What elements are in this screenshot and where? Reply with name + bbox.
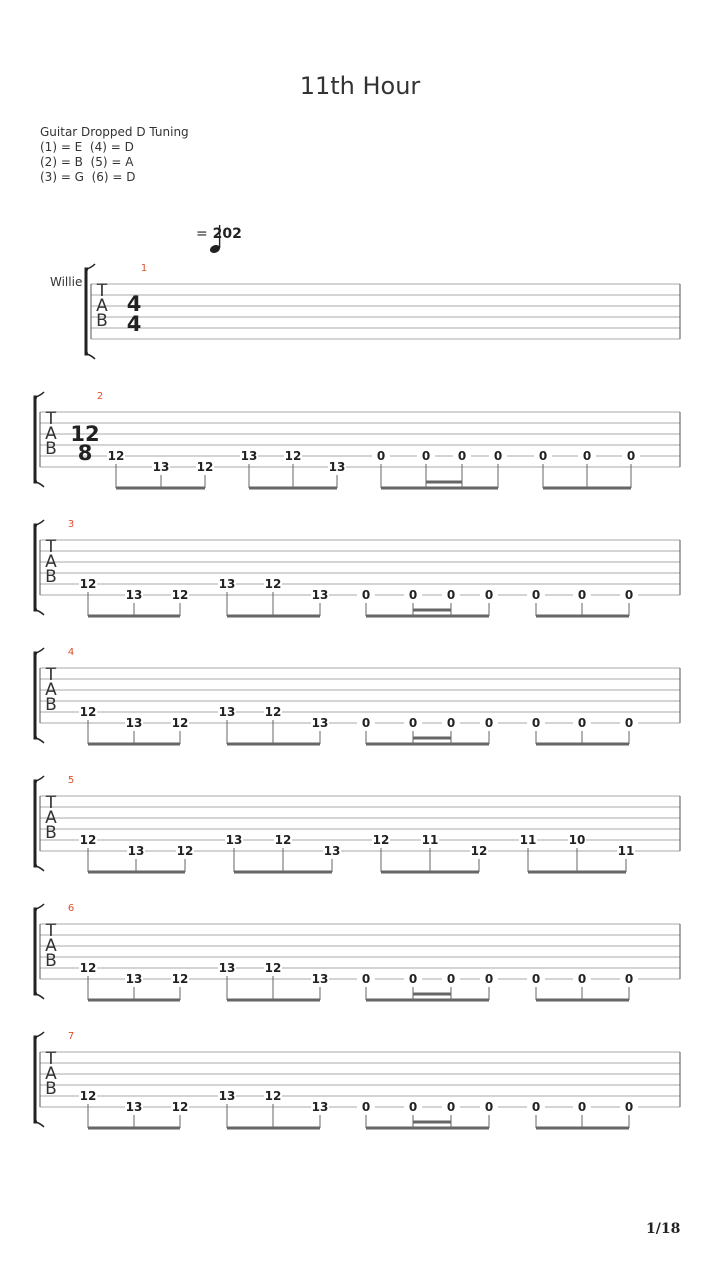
- fret-number: 0: [577, 588, 587, 602]
- tab-clef-letter: A: [45, 1064, 57, 1084]
- tab-clef-letter: B: [96, 311, 108, 331]
- measure-number: 2: [96, 391, 104, 402]
- bracket-hook-bottom: [36, 610, 44, 615]
- fret-number: 12: [176, 844, 194, 858]
- fret-number: 13: [311, 1100, 329, 1114]
- tab-clef-letter: A: [96, 296, 108, 316]
- tab-clef-letter: T: [45, 409, 57, 429]
- time-signature-top: 4: [126, 292, 142, 316]
- fret-number: 13: [323, 844, 341, 858]
- bracket-hook-top: [36, 520, 44, 525]
- tab-clef-letter: T: [45, 793, 57, 813]
- fret-number: 0: [361, 1100, 371, 1114]
- measure-number: 5: [67, 775, 75, 786]
- fret-number: 12: [372, 833, 390, 847]
- tuning-name: Guitar Dropped D Tuning: [40, 125, 189, 139]
- tab-clef-letter: B: [45, 695, 57, 715]
- tuning-line: (2) = B (5) = A: [40, 155, 134, 169]
- measure-number: 7: [67, 1031, 75, 1042]
- fret-number: 0: [408, 716, 418, 730]
- tab-clef-letter: B: [45, 1079, 57, 1099]
- fret-number: 13: [218, 1089, 236, 1103]
- fret-number: 0: [421, 449, 431, 463]
- fret-number: 0: [361, 588, 371, 602]
- tab-clef-letter: T: [96, 281, 108, 301]
- fret-number: 12: [284, 449, 302, 463]
- fret-number: 0: [484, 1100, 494, 1114]
- fret-number: 13: [125, 588, 143, 602]
- fret-number: 0: [408, 588, 418, 602]
- system-bracket: [35, 397, 37, 482]
- fret-number: 10: [568, 833, 586, 847]
- system-bracket: [86, 269, 88, 354]
- measure-number: 3: [67, 519, 75, 530]
- tuning-line: (1) = E (4) = D: [40, 140, 134, 154]
- time-signature-top: 12: [70, 422, 100, 446]
- tab-clef-letter: A: [45, 808, 57, 828]
- time-signature-bottom: 8: [77, 441, 93, 465]
- fret-number: 13: [152, 460, 170, 474]
- fret-number: 0: [408, 1100, 418, 1114]
- fret-number: 12: [196, 460, 214, 474]
- fret-number: 0: [624, 1100, 634, 1114]
- bracket-hook-top: [36, 1032, 44, 1037]
- fret-number: 13: [218, 577, 236, 591]
- fret-number: 0: [577, 972, 587, 986]
- fret-number: 0: [446, 972, 456, 986]
- bracket-hook-top: [36, 392, 44, 397]
- tab-clef-letter: A: [45, 552, 57, 572]
- fret-number: 0: [484, 588, 494, 602]
- measure-number: 1: [140, 263, 148, 274]
- tab-clef-letter: T: [45, 537, 57, 557]
- fret-number: 12: [107, 449, 125, 463]
- bracket-hook-top: [36, 776, 44, 781]
- fret-number: 0: [577, 1100, 587, 1114]
- fret-number: 12: [264, 961, 282, 975]
- bracket-hook-bottom: [36, 738, 44, 743]
- fret-number: 12: [264, 705, 282, 719]
- bracket-hook-top: [36, 904, 44, 909]
- fret-number: 11: [421, 833, 439, 847]
- bracket-hook-bottom: [36, 994, 44, 999]
- tempo-bpm: 202: [212, 226, 242, 242]
- tab-clef-letter: B: [45, 951, 57, 971]
- fret-number: 0: [361, 716, 371, 730]
- system-bracket: [35, 909, 37, 994]
- fret-number: 12: [470, 844, 488, 858]
- time-signature-bottom: 4: [126, 312, 142, 336]
- fret-number: 13: [125, 1100, 143, 1114]
- fret-number: 13: [328, 460, 346, 474]
- tuning-line: (3) = G (6) = D: [40, 170, 136, 184]
- fret-number: 0: [408, 972, 418, 986]
- fret-number: 0: [577, 716, 587, 730]
- fret-number: 12: [79, 705, 97, 719]
- bracket-hook-bottom: [36, 482, 44, 487]
- tab-clef-letter: A: [45, 936, 57, 956]
- system-bracket: [35, 781, 37, 866]
- tab-clef-letter: A: [45, 424, 57, 444]
- fret-number: 0: [446, 588, 456, 602]
- fret-number: 0: [446, 1100, 456, 1114]
- fret-number: 0: [624, 716, 634, 730]
- fret-number: 13: [218, 961, 236, 975]
- tab-clef-letter: T: [45, 921, 57, 941]
- track-name: Willie: [50, 275, 83, 289]
- fret-number: 0: [361, 972, 371, 986]
- fret-number: 12: [79, 577, 97, 591]
- bracket-hook-top: [36, 648, 44, 653]
- fret-number: 12: [171, 716, 189, 730]
- fret-number: 12: [264, 1089, 282, 1103]
- fret-number: 13: [127, 844, 145, 858]
- fret-number: 13: [125, 972, 143, 986]
- fret-number: 12: [264, 577, 282, 591]
- fret-number: 0: [376, 449, 386, 463]
- fret-number: 0: [626, 449, 636, 463]
- tab-clef-letter: T: [45, 665, 57, 685]
- fret-number: 0: [538, 449, 548, 463]
- fret-number: 12: [171, 1100, 189, 1114]
- fret-number: 13: [218, 705, 236, 719]
- system-bracket: [35, 1037, 37, 1122]
- tab-clef-letter: T: [45, 1049, 57, 1069]
- fret-number: 12: [79, 1089, 97, 1103]
- tempo-equals: =: [196, 226, 208, 242]
- bracket-hook-bottom: [36, 1122, 44, 1127]
- fret-number: 0: [624, 588, 634, 602]
- fret-number: 13: [125, 716, 143, 730]
- system-bracket: [35, 653, 37, 738]
- page-number: 1/18: [646, 1221, 681, 1237]
- tab-clef-letter: B: [45, 823, 57, 843]
- fret-number: 13: [311, 972, 329, 986]
- bracket-hook-top: [87, 264, 95, 269]
- fret-number: 0: [493, 449, 503, 463]
- fret-number: 13: [311, 716, 329, 730]
- fret-number: 13: [311, 588, 329, 602]
- bracket-hook-bottom: [87, 354, 95, 359]
- measure-number: 6: [67, 903, 75, 914]
- measure-number: 4: [67, 647, 75, 658]
- fret-number: 0: [484, 716, 494, 730]
- system-bracket: [35, 525, 37, 610]
- fret-number: 0: [582, 449, 592, 463]
- page-title: 11th Hour: [299, 72, 421, 100]
- fret-number: 0: [531, 716, 541, 730]
- bracket-hook-bottom: [36, 866, 44, 871]
- fret-number: 12: [171, 972, 189, 986]
- fret-number: 0: [531, 588, 541, 602]
- fret-number: 0: [531, 1100, 541, 1114]
- fret-number: 13: [225, 833, 243, 847]
- fret-number: 11: [617, 844, 635, 858]
- fret-number: 13: [240, 449, 258, 463]
- fret-number: 0: [457, 449, 467, 463]
- fret-number: 0: [446, 716, 456, 730]
- fret-number: 12: [274, 833, 292, 847]
- fret-number: 11: [519, 833, 537, 847]
- fret-number: 12: [171, 588, 189, 602]
- fret-number: 12: [79, 961, 97, 975]
- fret-number: 0: [484, 972, 494, 986]
- fret-number: 0: [624, 972, 634, 986]
- fret-number: 0: [531, 972, 541, 986]
- tab-clef-letter: B: [45, 439, 57, 459]
- tab-clef-letter: B: [45, 567, 57, 587]
- tab-clef-letter: A: [45, 680, 57, 700]
- fret-number: 12: [79, 833, 97, 847]
